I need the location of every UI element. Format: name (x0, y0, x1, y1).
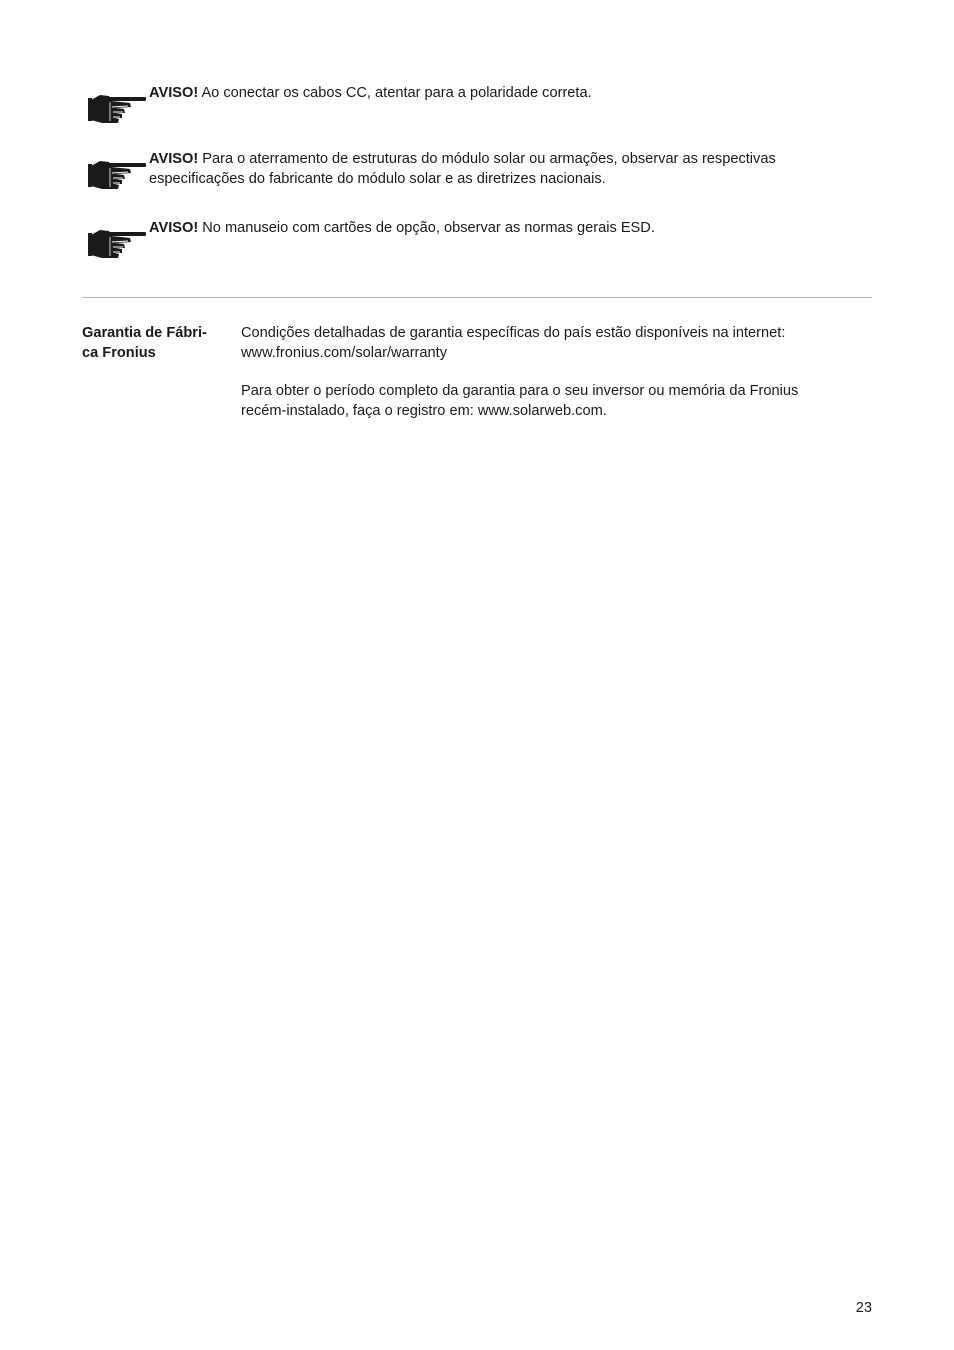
warranty-url[interactable]: www.fronius.com/solar/warranty (241, 344, 447, 361)
notice-text (149, 150, 872, 189)
warranty-heading (82, 324, 232, 363)
warranty-heading-line2: ca Fronius (82, 344, 156, 361)
pointing-hand-icon (88, 90, 148, 124)
notice-text (149, 219, 872, 239)
warranty-heading-line1: Garantia de Fábri- (82, 325, 207, 341)
notice-label: AVISO! (149, 85, 199, 101)
warranty-registration-paragraph (241, 382, 871, 421)
notice-label: AVISO! (149, 151, 199, 167)
warranty-registration-line1: Para obter o período completo da garantia para o seu inversor ou memória da Fronius (241, 383, 799, 399)
pointing-hand-icon (88, 156, 148, 190)
warranty-conditions-line1: Condições detalhadas de garantia específicas do país estão disponíveis na internet: (241, 325, 786, 341)
notice-text (149, 84, 872, 104)
page-number: 23 (855, 1300, 872, 1316)
section-divider (82, 297, 872, 298)
notice-body: Para o aterramento de estruturas do módulo solar ou armações, observar as respectivas especificações do fabricante do módulo solar e as diretrizes nacionais. (149, 151, 776, 187)
notice-body: No manuseio com cartões de opção, observar as normas gerais ESD. (198, 220, 655, 236)
warranty-registration-line2: recém-instalado, faça o registro em: www.solarweb.com. (241, 402, 607, 419)
notice-body: Ao conectar os cabos CC, atentar para a polaridade correta. (198, 85, 592, 101)
pointing-hand-icon (88, 225, 148, 259)
warranty-conditions-paragraph (241, 324, 871, 363)
notice-label: AVISO! (149, 220, 199, 236)
